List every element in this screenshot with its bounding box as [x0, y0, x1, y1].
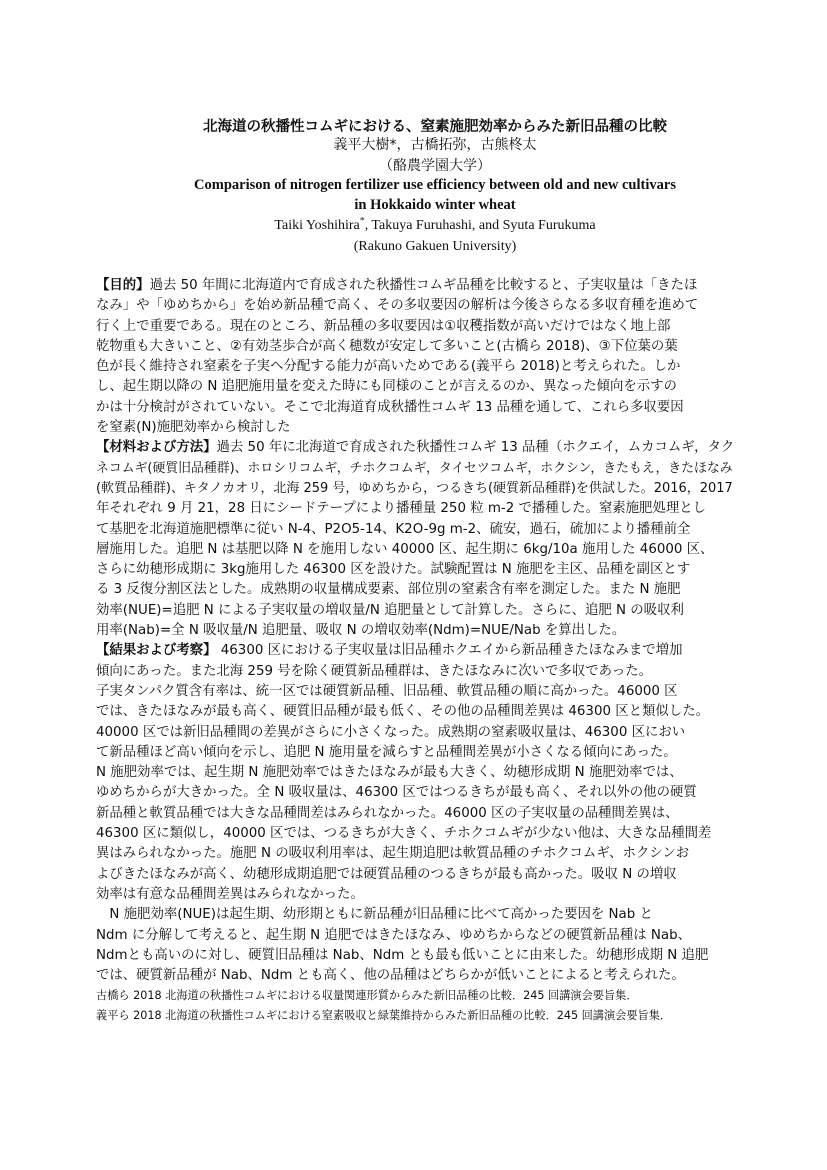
section-heading-purpose: 【目的】	[96, 278, 150, 293]
text-line: なみ」や「ゆめちから」を始め新品種で高く、その多収要因の解析は今後さらなる多収育種を進めて	[96, 298, 699, 314]
text-line: 行く上で重要である。現在のところ、新品種の多収要因は①収穫指数が高いだけではなく地上部	[96, 318, 671, 334]
text-line: よびきたほなみが高く、幼穂形成期追肥では硬質品種のつるきちが最も高かった。吸収 N の増収	[96, 866, 677, 882]
text-line: N 施肥効率(NUE)は起生期、幼形期ともに新品種が旧品種に比べて高かった要因を Nab と	[96, 907, 653, 923]
reference-item: 古橋ら 2018 北海道の秋播性コムギにおける収量関連形質からみた新旧品種の比較．245 回講演会要旨集．	[96, 989, 638, 1003]
text-line: かは十分検討がされていない。そこで北海道育成秋播性コムギ 13 品種を通して、これら多収要因	[96, 399, 684, 415]
text-line: 【目的】過去 50 年間に北海道内で育成された秋播性コムギ品種を比較すると、子実収量は「きたほ	[96, 278, 698, 293]
text-line: (軟質品種群)、キタノカオリ，北海 259 号，ゆめちから，つるきち(硬質新品種群)を供試した。2016，2017	[96, 480, 733, 496]
text-line: 年それぞれ 9 月 21，28 日にシードテープにより播種量 250 粒 m-2 で播種した。窒素施肥処理とし	[96, 501, 706, 517]
text-line: 色が長く維持され窒素を子実へ分配する能力が高いためである(義平ら 2018)と考えられた。しか	[96, 359, 681, 375]
text-line: では、硬質新品種が Nab、Ndm とも高く、他の品種はどちらかが低いことによると考えられた。	[96, 968, 685, 984]
text-line: て新品種ほど高い傾向を示し、追肥 N 施用量を減らすと品種間差異が小さくなる傾向にあった。	[96, 744, 677, 760]
text-line: 異はみられなかった。施肥 N の吸収利用率は、起生期追肥は軟質品種のチホクコムギ、ホクシンお	[96, 846, 690, 862]
affiliation-english: (Rakuno Gakuen University)	[353, 239, 517, 254]
text-line: 子実タンパク質含有率は、統一区では硬質新品種、旧品種、軟質品種の順に高かった。46000 区	[96, 683, 678, 699]
author-name-first: Taiki Yoshihira	[274, 218, 360, 233]
authors-english	[100, 215, 770, 234]
section-heading-methods: 【材料および方法】	[96, 440, 217, 456]
text-line: 効率は有意な品種間差異はみられなかった。	[96, 886, 364, 902]
text-line: 効率(NUE)=追肥 N による子実収量の増収量/N 追肥量として計算した。さらに、追肥 N の吸収利	[96, 602, 684, 618]
text-line: 46300 区に類似し，40000 区では、つるきちが大きく、チホクコムギが少ない他は、大きな品種間差	[96, 826, 712, 842]
text-line: ゆめちからが大きかった。全 N 吸収量は、46300 区ではつるきちが最も高く、それ以外の他の硬質	[96, 785, 697, 801]
author-names-rest: , Takuya Furuhashi, and Syuta Furukuma	[364, 218, 596, 233]
abstract-body	[96, 276, 736, 1026]
affiliation-japanese: （酪農学園大学）	[379, 158, 491, 174]
corresponding-author-mark: *	[359, 215, 365, 227]
text-line: ネコムギ(硬質旧品種群)、ホロシリコムギ，チホクコムギ，タイセツコムギ，ホクシン，きたもえ，きたほなみ	[96, 460, 733, 476]
text-line: 【結果および考察】 46300 区における子実収量は旧品種ホクエイから新品種きたほなみまで増加	[96, 643, 683, 659]
text-line: N 施肥効率では、起生期 N 施肥効率ではきたほなみが最も大きく、幼穂形成期 N 施肥効率では、	[96, 765, 683, 781]
text-line: 乾物重も大きいこと、②有効茎歩合が高く穂数が安定して多いこと(古橋ら 2018)、③下位葉の葉	[96, 338, 678, 354]
section-references	[96, 986, 736, 1026]
section-heading-results: 【結果および考察】	[96, 643, 217, 659]
title-english-line-1: Comparison of nitrogen fertilizer use efficiency between old and new cultivars	[194, 177, 676, 193]
text-line: 新品種と軟質品種では大きな品種間差はみられなかった。46000 区の子実収量の品種間差異は、	[96, 805, 679, 821]
title-japanese: 北海道の秋播性コムギにおける、窒素施肥効率からみた新旧品種の比較	[203, 119, 667, 135]
text-line: 40000 区では新旧品種間の差異がさらに小さくなった。成熟期の窒素吸収量は、46300 区におい	[96, 724, 686, 740]
text-line: し、起生期以降の N 追肥施用量を変えた時にも同様のことが言えるのか、異なった傾向を示すの	[96, 379, 677, 395]
title-english-line-2: in Hokkaido winter wheat	[354, 197, 516, 213]
text-line: 【材料および方法】過去 50 年に北海道で育成された秋播性コムギ 13 品種（ホクエイ，ムカコムギ，タク	[96, 440, 735, 456]
text-line: る 3 反復分割区法とした。成熟期の収量構成要素、部位別の窒素含有率を測定した。また N 施肥	[96, 582, 681, 598]
text-line: では、きたほなみが最も高く、硬質旧品種が最も低く、その他の品種間差異は 46300 区と類似した。	[96, 704, 709, 720]
section-purpose	[96, 276, 736, 438]
section-methods	[96, 438, 736, 641]
text-line: 用率(Nab)=全 N 吸収量/N 追肥量、吸収 N の増収効率(Ndm)=NUE/Nab を算出した。	[96, 623, 626, 639]
authors-japanese: 義平大樹*，古橋拓弥，古熊柊太	[333, 137, 537, 153]
text-line: Ndm に分解して考えると、起生期 N 追肥ではきたほなみ、ゆめちからなどの硬質新品種は Nab、	[96, 927, 691, 943]
text-line: さらに幼穂形成期に 3kg施用した 46300 区を設けた。試験配置は N 施肥を主区、品種を副区とす	[96, 562, 691, 578]
text-line: Ndmとも高いのに対し、硬質旧品種は Nab、Ndm とも最も低いことに由来した。幼穂形成期 N 追肥	[96, 947, 709, 963]
text-line: を窒素(N)施肥効率から検討した	[96, 420, 291, 436]
text-line: て基肥を北海道施肥標準に従い N-4、P2O5-14、K2O-9g m-2、硫安，過石，硫加により播種前全	[96, 521, 691, 537]
text-line: 層施用した。追肥 N は基肥以降 N を施用しない 40000 区、起生期に 6kg/10a 施用した 46000 区、	[96, 541, 714, 557]
section-results	[96, 641, 736, 986]
reference-item: 義平ら 2018 北海道の秋播性コムギにおける窒素吸収と緑葉維持からみた新旧品種の比較．245 回講演会要旨集．	[96, 1009, 672, 1023]
text-line: 傾向にあった。また北海 259 号を除く硬質新品種群は、きたほなみに次いで多収であった。	[96, 663, 653, 679]
